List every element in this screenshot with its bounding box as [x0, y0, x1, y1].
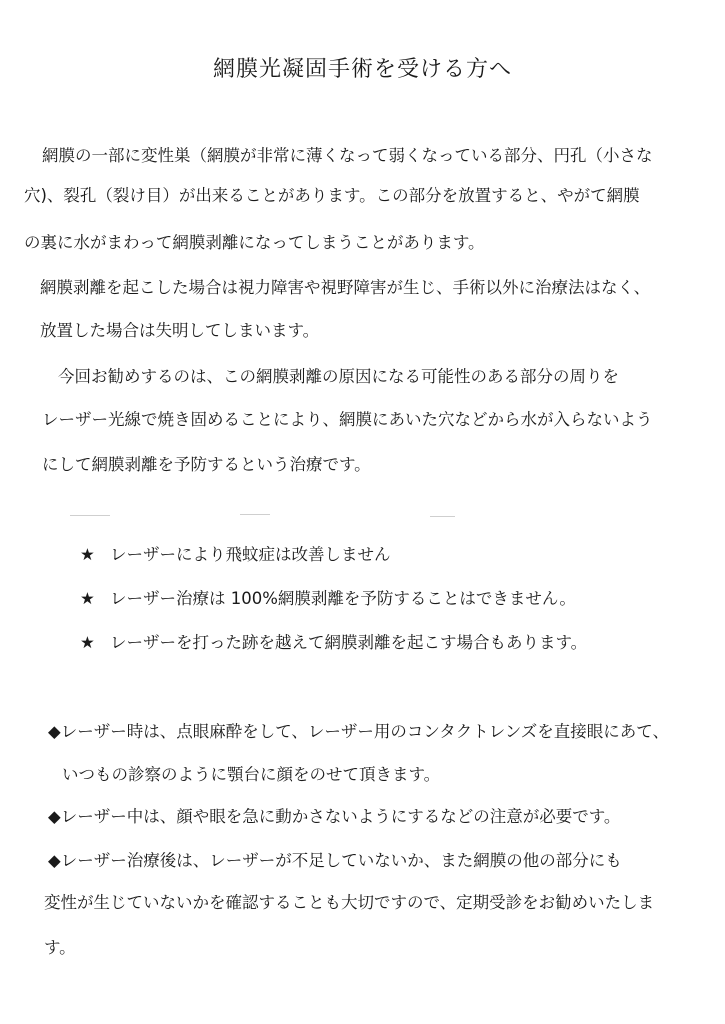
intro-line-5: 放置した場合は失明してしまいます。: [40, 321, 320, 340]
note-3-line-2: 変性が生じていないかを確認することも大切ですので、定期受診をお勧めいたしま: [44, 893, 655, 912]
diamond-icon: ◆: [48, 807, 61, 826]
intro-line-3: の裏に水がまわって網膜剥離になってしまうことがあります。: [24, 233, 485, 252]
note-2: ◆レーザー中は、顔や眼を急に動かさないようにするなどの注意が必要です。: [48, 807, 621, 826]
document-title: 網膜光凝固手術を受ける方へ: [212, 57, 512, 82]
scan-speck: [70, 515, 110, 516]
warning-item: [80, 633, 587, 653]
note-1-line-2: いつもの診察のように顎台に顔をのせて頂きます。: [62, 765, 441, 784]
warning-item: [80, 545, 391, 565]
warning-item: [80, 589, 576, 609]
warning-text: レーザー治療は 100%網膜剥離を予防することはできません。: [110, 589, 576, 608]
intro-line-8: にして網膜剥離を予防するという治療です。: [42, 455, 371, 474]
warning-text: レーザーを打った跡を越えて網膜剥離を起こす場合もあります。: [110, 633, 588, 652]
scan-speck: [240, 514, 270, 515]
intro-line-1: 網膜の一部に変性巣（網膜が非常に薄くなって弱くなっている部分、円孔（小さな: [42, 146, 653, 165]
intro-line-2: 穴)、裂孔（裂け目）が出来ることがあります。この部分を放置すると、やがて網膜: [24, 186, 640, 205]
star-icon: ★: [80, 633, 95, 652]
intro-line-6: 今回お勧めするのは、この網膜剥離の原因になる可能性のある部分の周りを: [58, 367, 619, 386]
intro-line-4: 網膜剥離を起こした場合は視力障害や視野障害が生じ、手術以外に治療法はなく、: [40, 278, 651, 297]
diamond-icon: ◆: [48, 722, 61, 741]
note-1-line-1: ◆レーザー時は、点眼麻酔をして、レーザー用のコンタクトレンズを直接眼にあて、: [48, 722, 669, 741]
note-3-line-1: ◆レーザー治療後は、レーザーが不足していないか、また網膜の他の部分にも: [48, 851, 622, 870]
star-icon: ★: [80, 589, 95, 608]
star-icon: ★: [80, 545, 95, 564]
intro-line-7: レーザー光線で焼き固めることにより、網膜にあいた穴などから水が入らないよう: [42, 410, 653, 429]
note-3-line-3: す。: [44, 938, 76, 957]
warning-text: レーザーにより飛蚊症は改善しません: [110, 545, 391, 564]
diamond-icon: ◆: [48, 851, 61, 870]
scan-speck: [430, 516, 455, 517]
